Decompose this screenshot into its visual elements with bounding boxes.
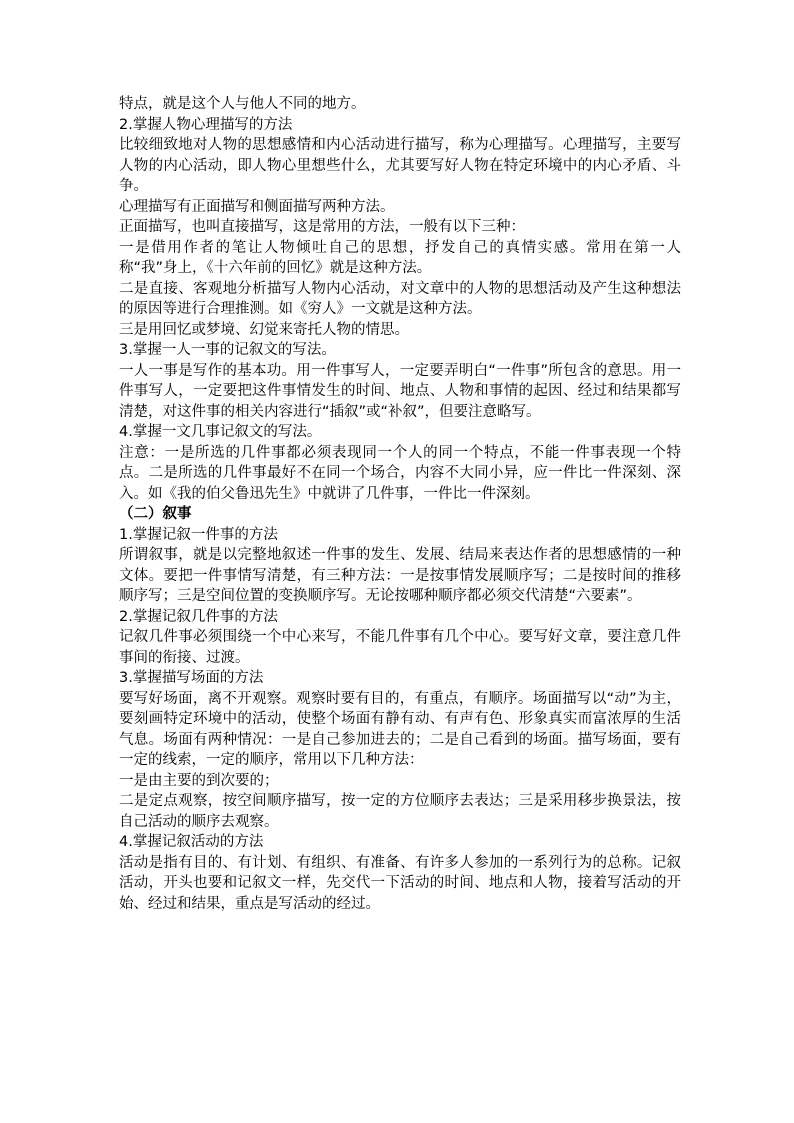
paragraph: 二是定点观察，按空间顺序描写，按一定的方位顺序去表达；三是采用移步换景法，按自己活动的顺序去观察。 xyxy=(119,793,681,830)
paragraph: 一是由主要的到次要的； xyxy=(119,772,279,789)
paragraph: 比较细致地对人物的思想感情和内心活动进行描写，称为心理描写。心理描写，主要写人物的内心活动，即人物心里想些什么，尤其要写好人物在特定环境中的内心矛盾、斗争。 xyxy=(119,137,681,194)
paragraph: 二是直接、客观地分析描写人物内心活动，对文章中的人物的思想活动及产生这种想法的原因等进行合理推测。如《穷人》一文就是这种方法。 xyxy=(119,280,681,317)
paragraph: 一人一事是写作的基本功。用一件事写人，一定要弄明白“一件事”所包含的意思。用一件事写人，一定要把这件事情发生的时间、地点、人物和事情的起因、经过和结果都写清楚，对这件事的相关内容进行“插叙”或“补叙”，但要注意略写。 xyxy=(119,362,681,420)
paragraph: 注意：一是所选的几件事都必须表现同一个人的同一个特点，不能一件事表现一个特点。二是所选的几件事最好不在同一个场合，内容不大同小异，应一件比一件深刻、深入。如《我的伯父鲁迅先生》中就讲了几件事，一件比一件深刻。 xyxy=(119,444,681,502)
chapter-heading: （二）叙事 xyxy=(119,506,192,522)
paragraph: 正面描写，也叫直接描写，这是常用的方法，一般有以下三种： xyxy=(119,219,525,235)
section-heading: 2.掌握人物心理描写的方法 xyxy=(119,116,293,133)
section-heading: 3.掌握一人一事的记叙文的写法。 xyxy=(119,342,336,358)
section-heading: 3.掌握描写场面的方法 xyxy=(119,670,264,686)
section-heading: 4.掌握一文几事记叙文的写法。 xyxy=(119,424,322,440)
paragraph: 特点，就是这个人与他人不同的地方。 xyxy=(119,96,366,112)
section-heading: 2.掌握记叙几件事的方法 xyxy=(119,608,278,625)
section-heading: 1.掌握记叙一件事的方法 xyxy=(119,526,278,543)
paragraph: 心理描写有正面描写和侧面描写两种方法。 xyxy=(119,198,395,215)
paragraph: 要写好场面，离不开观察。观察时要有目的，有重点，有顺序。场面描写以“动”为主，要刻画特定环境中的活动，使整个场面有静有动、有声有色、形象真实而富浓厚的生活气息。场面有两种情况：一是自己参加进去的；二是自己看到的场面。描写场面，要有一定的线索，一定的顺序，常用以下几种方法： xyxy=(119,690,681,768)
document-page xyxy=(119,94,681,914)
paragraph: 活动是指有目的、有计划、有组织、有准备、有许多人参加的一系列行为的总称。记叙活动，开头也要和记叙文一样，先交代一下活动的时间、地点和人物，接着写活动的开始、经过和结果，重点是写活动的经过。 xyxy=(119,854,681,912)
paragraph: 记叙几件事必须围绕一个中心来写，不能几件事有几个中心。要写好文章，要注意几件事间的衔接、过渡。 xyxy=(119,629,681,666)
paragraph: 一是借用作者的笔让人物倾吐自己的思想，抒发自己的真情实感。常用在第一人称“我”身上，《十六年前的回忆》就是这种方法。 xyxy=(119,239,681,276)
paragraph: 三是用回忆或梦境、幻觉来寄托人物的情思。 xyxy=(119,321,409,338)
paragraph: 所谓叙事，就是以完整地叙述一件事的发生、发展、结局来表达作者的思想感情的一种文体。要把一件事情写清楚，有三种方法：一是按事情发展顺序写；二是按时间的推移顺序写；三是空间位置的变换顺序写。无论按哪种顺序都必须交代清楚“六要素”。 xyxy=(119,547,681,604)
section-heading: 4.掌握记叙活动的方法 xyxy=(119,834,264,850)
